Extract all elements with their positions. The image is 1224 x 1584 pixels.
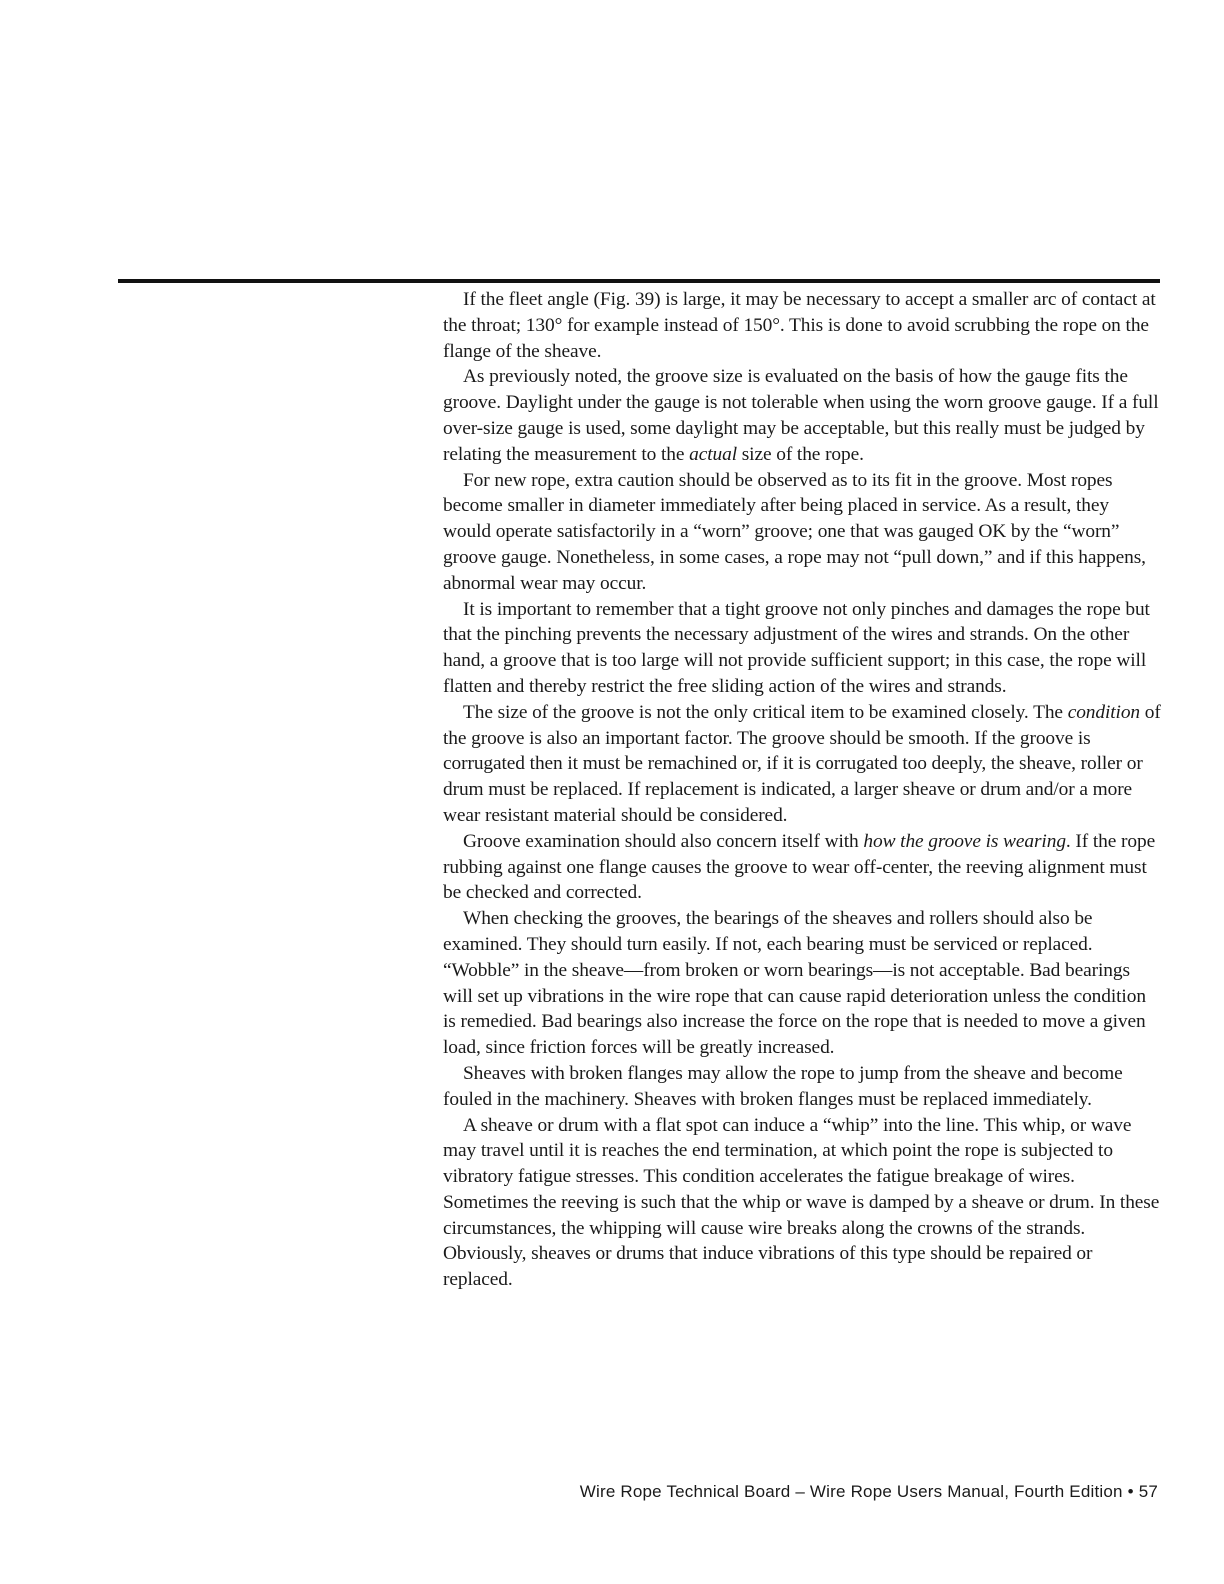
paragraph-text: size of the rope. <box>736 443 864 465</box>
paragraph-text: When checking the grooves, the bearings of the sheaves and rollers should also be examined. They should turn easily. If not, each bearing must be serviced or replaced. “Wobble” in the sheave—from broken or worn bearings—is not acceptable. Bad bearings will set up vibrations in the wire rope that can cause rapid deterioration unless the condition is remedied. Bad bearings also increase the force on the rope that is needed to move a given load, since friction forces will be greatly increased. <box>443 908 1146 1059</box>
paragraph-text: For new rope, extra caution should be observed as to its fit in the groove. Most ropes become smaller in diameter immediately after being placed in service. As a result, they would operate satisfactorily in a “worn” groove; one that was gauged OK by the “worn” groove gauge. Nonetheless, in some cases, a rope may not “pull down,” and if this happens, abnormal wear may occur. <box>443 469 1146 594</box>
paragraph-text: Sheaves with broken flanges may allow the rope to jump from the sheave and become fouled in the machinery. Sheaves with broken flanges must be replaced immediately. <box>443 1062 1123 1110</box>
paragraph-text: The size of the groove is not the only critical item to be examined closely. The <box>463 701 1068 723</box>
paragraph-groove-condition <box>443 700 1161 829</box>
paragraph-text: A sheave or drum with a flat spot can induce a “whip” into the line. This whip, or wave may travel until it is reaches the end termination, at which point the rope is subjected to vibratory fatigue stresses. This condition accelerates the fatigue breakage of wires. Sometimes the reeving is such that the whip or wave is damped by a sheave or drum. In these circumstances, the whipping will cause wire breaks along the crowns of the strands. Obviously, sheaves or drums that induce vibrations of this type should be repaired or replaced. <box>443 1114 1160 1291</box>
emphasis-text: condition <box>1067 701 1141 723</box>
paragraph-text: It is important to remember that a tight groove not only pinches and damages the rope but that the pinching prevents the necessary adjustment of the wires and strands. On the other hand, a groove that is too large will not provide sufficient support; in this case, the rope will flatten and thereby restrict the free sliding action of the wires and strands. <box>443 598 1150 697</box>
paragraph-broken-flanges <box>443 1061 1161 1113</box>
paragraph-tight-groove <box>443 597 1161 700</box>
paragraph-text: If the fleet angle (Fig. 39) is large, it may be necessary to accept a smaller arc of contact at the throat; 130° for example instead of 150°. This is done to avoid scrubbing the rope on the flange of the sheave. <box>443 289 1156 362</box>
paragraph-groove-wear <box>443 829 1161 906</box>
emphasis-text: how the groove is wearing <box>863 830 1066 852</box>
emphasis-text: actual <box>689 443 737 465</box>
paragraph-groove-size <box>443 364 1161 467</box>
paragraph-text: Groove examination should also concern itself with <box>463 830 864 852</box>
body-text <box>443 287 1161 1293</box>
paragraph-text: . If the rope rubbing against one flange causes the groove to wear off-center, the reeving alignment must be checked and corrected. <box>443 830 1156 904</box>
paragraph-flat-spot <box>443 1113 1161 1294</box>
page-footer: Wire Rope Technical Board – Wire Rope Users Manual, Fourth Edition • 57 <box>579 1482 1158 1501</box>
paragraph-bearings <box>443 906 1161 1061</box>
paragraph-new-rope <box>443 468 1161 597</box>
paragraph-fleet-angle <box>443 287 1161 364</box>
paragraph-text: of the groove is also an important factor. The groove should be smooth. If the groove is corrugated then it must be remachined or, if it is corrugated too deeply, the sheave, roller or drum must be replaced. If replacement is indicated, a larger sheave or drum and/or a more wear resistant material should be considered. <box>443 701 1161 826</box>
paragraph-text: As previously noted, the groove size is evaluated on the basis of how the gauge fits the groove. Daylight under the gauge is not tolerable when using the worn groove gauge. If a full over-size gauge is used, some daylight may be acceptable, but this really must be judged by relating the measurement to the <box>443 366 1159 465</box>
header-rule <box>118 279 1160 283</box>
